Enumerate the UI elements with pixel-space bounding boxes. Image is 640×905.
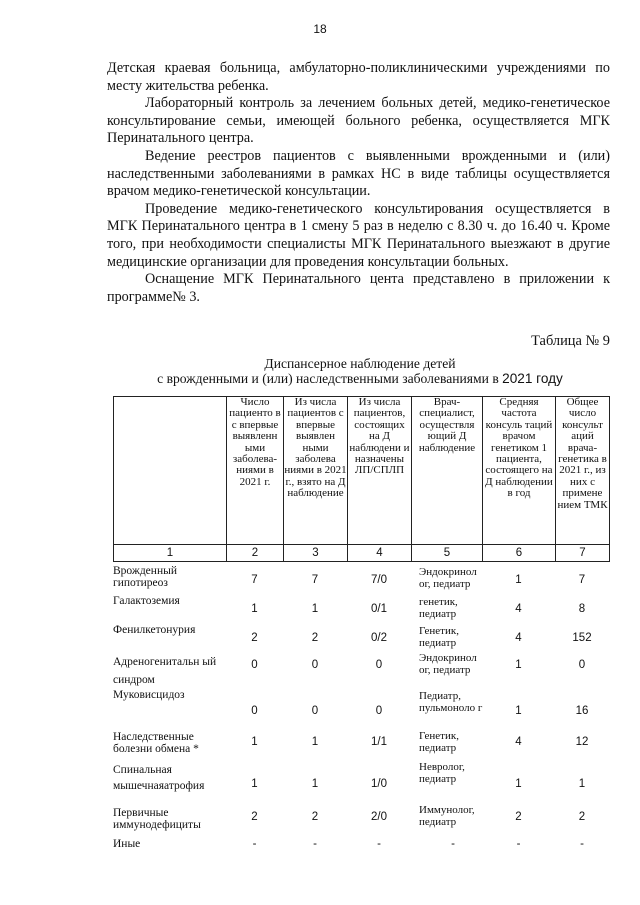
cell-taken-observation: 1 [311,778,319,790]
cell-consultations: 12 [575,736,589,748]
cell-specialist: Эндокринол ог, педиатр [419,652,477,676]
disease-name: Адреногенитальн ый синдром [113,656,217,686]
cell-new-patients: 7 [251,574,258,586]
disease-name: Муковисцидоз [113,689,185,701]
cell-prescribed: 0/2 [371,632,387,644]
cell-prescribed: - [377,838,381,850]
cell-new-patients: 2 [251,632,258,644]
disease-name: Фенилкетонурия [113,624,196,636]
disease-name: Первичные иммунодефициты [113,807,201,831]
column-header-1 [114,397,227,545]
disease-name: Иные [113,838,141,850]
cell-specialist: Эндокринол ог, педиатр [419,566,477,590]
cell-specialist: Педиатр, пульмоноло г [419,690,483,714]
column-header-4: Из числа пациентов, состоящих на Д наблюдени и назначены ЛП/СПЛП [348,397,412,545]
cell-taken-observation: - [313,838,317,850]
paragraph: Детская краевая больница, амбулаторно-поликлиническими учреждениями по месту жительства ребенка. [107,60,610,94]
page-number: 18 [313,22,327,36]
cell-frequency: 1 [515,778,522,790]
cell-taken-observation: 2 [311,811,319,823]
cell-taken-observation: 0 [311,659,319,671]
cell-frequency: 4 [515,632,522,644]
cell-new-patients: 1 [251,603,258,615]
cell-frequency: 4 [515,736,522,748]
cell-consultations: 7 [578,574,586,586]
column-number-6: 6 [483,545,556,562]
cell-consultations: 0 [578,659,586,671]
cell-specialist: - [451,838,455,850]
column-header-5: Врач- специалист, осуществля ющий Д наблюдение [412,397,483,545]
cell-new-patients: 0 [251,705,258,717]
cell-specialist: Иммунолог, педиатр [419,804,475,828]
cell-taken-observation: 2 [311,632,319,644]
cell-specialist: Генетик, педиатр [419,730,459,754]
cell-consultations: 16 [575,705,589,717]
column-number-7: 7 [556,545,610,562]
cell-frequency: 4 [515,603,522,615]
cell-specialist: генетик, педиатр [419,596,458,620]
table-title-line-1: Диспансерное наблюдение детей [264,356,456,371]
cell-prescribed: 1/1 [371,736,387,748]
cell-frequency: 1 [515,705,522,717]
cell-prescribed: 1/0 [371,778,387,790]
cell-new-patients: 1 [251,778,258,790]
column-number-1: 1 [114,545,227,562]
cell-consultations: 152 [572,632,592,644]
cell-taken-observation: 1 [311,736,319,748]
cell-taken-observation: 1 [311,603,319,615]
table-row [113,838,611,858]
cell-consultations: 8 [578,603,586,615]
cell-consultations: 2 [578,811,586,823]
column-number-4: 4 [348,545,412,562]
body-text [107,60,610,306]
table-title-year: 2021 году [502,371,563,386]
paragraph: Проведение медико-генетического консультирования осуществляется в МГК Перинатального центра в 1 смену 5 раз в неделю с 8.30 ч. до 16.40 ч. Кроме того, при необходимости специалисты МГК Перинатального выезжают в другие медицинские организации для проведения консультации больных. [107,200,610,270]
column-header-3: Из числа пациентов с впервые выявлен ными заболева ниями в 2021 г., взято на Д наблюдение [284,397,348,545]
cell-new-patients: 2 [251,811,258,823]
cell-frequency: 2 [515,811,522,823]
cell-consultations: - [580,838,584,850]
disease-name: Наследственные болезни обмена * [113,731,199,755]
disease-name: Спинальная мышечнаяатрофия [113,764,205,792]
table-row [113,689,611,731]
table-row [113,762,611,805]
cell-prescribed: 0/1 [371,603,387,615]
column-number-3: 3 [284,545,348,562]
cell-frequency: 1 [515,574,522,586]
cell-specialist: Генетик, педиатр [419,625,459,649]
table-row [113,595,611,624]
column-header-6: Средняя частота консуль таций врачом генетиком 1 пациента, состоящего на Д наблюдении в год [483,397,556,545]
table-title-line-2-text: с врожденными и (или) наследственными заболеваниями в [157,371,503,386]
disease-name: Галактоземия [113,595,180,607]
cell-consultations: 1 [578,778,586,790]
column-number-5: 5 [412,545,483,562]
cell-taken-observation: 7 [311,574,319,586]
cell-new-patients: 1 [251,736,258,748]
table-number: Таблица № 9 [531,333,610,349]
cell-frequency: - [516,838,521,850]
column-number-2: 2 [227,545,284,562]
cell-frequency: 1 [515,659,522,671]
cell-prescribed: 7/0 [371,574,387,586]
cell-taken-observation: 0 [311,705,319,717]
table-row [113,731,611,762]
table-row [113,565,611,595]
table-header [113,396,610,562]
table-row [113,624,611,653]
table-row [113,653,611,689]
cell-new-patients: 0 [251,659,258,671]
table-row [113,805,611,838]
cell-new-patients: - [252,838,257,850]
cell-prescribed: 0 [375,705,383,717]
column-header-2: Число пациенто в с впервые выявленн ыми заболева- ниями в 2021 г. [227,397,284,545]
cell-prescribed: 0 [375,659,383,671]
paragraph: Оснащение МГК Перинатального цента представлено в приложении к программе№ 3. [107,271,610,305]
paragraph: Ведение реестров пациентов с выявленными врожденными и (или) наследственными заболеваниями в рамках НС в виде таблицы осуществляется врачом медико-генетической консультации. [107,147,610,200]
paragraph: Лабораторный контроль за лечением больных детей, медико-генетическое консультирование семьи, имеющей больного ребенка, осуществляется МГК Перинатального центра. [107,95,610,147]
table-body [113,565,611,858]
cell-prescribed: 2/0 [371,811,387,823]
column-header-7: Общее число консульт аций врача- генетика в 2021 г., из них с примене нием ТМК [556,397,610,545]
disease-name: Врожденный гипотиреоз [113,565,177,589]
table-title [100,356,620,386]
cell-specialist: Невролог, педиатр [419,761,465,785]
table-title-line-2 [100,371,620,386]
